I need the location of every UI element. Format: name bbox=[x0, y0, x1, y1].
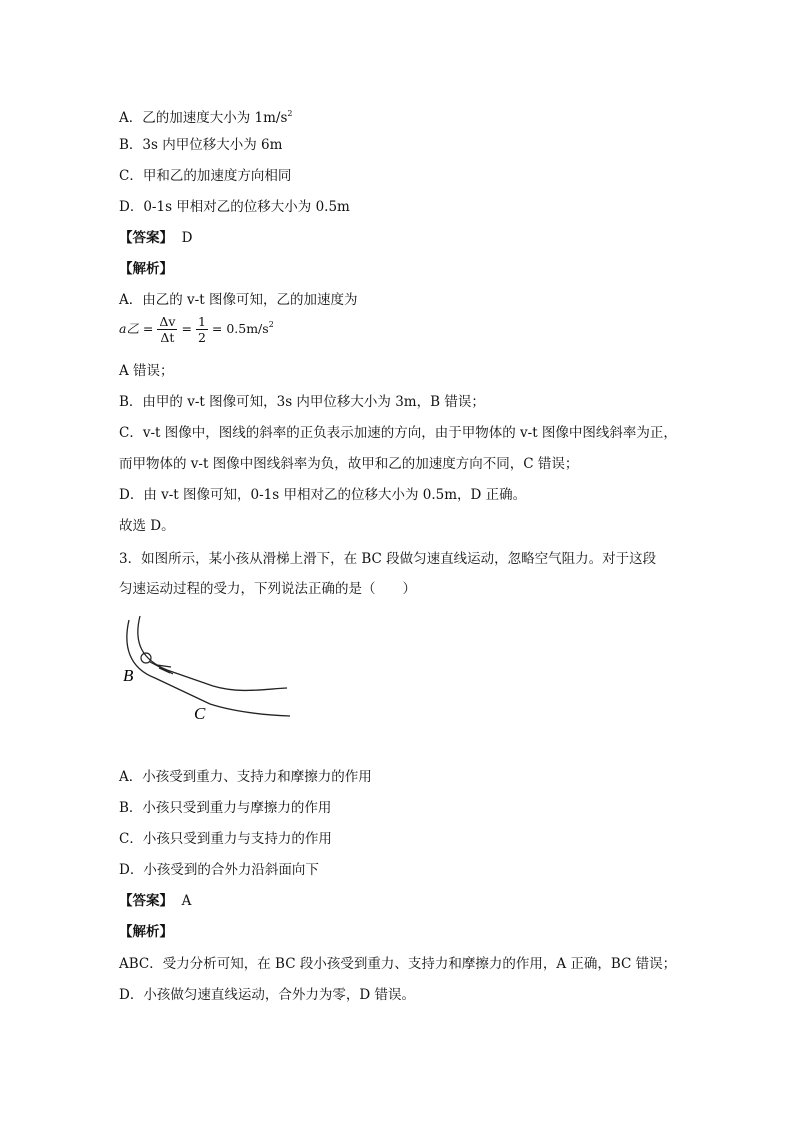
child-head bbox=[141, 653, 151, 663]
q2-option-a-superscript: 2 bbox=[287, 109, 293, 118]
q2-analysis-c-line2: 而甲物体的 v-t 图像中图线斜率为负，故甲和乙的加速度方向不同，C 错误； bbox=[119, 456, 579, 472]
formula-rhs: = 0.5m/s bbox=[211, 321, 269, 336]
label-b: B bbox=[123, 666, 134, 685]
q2-option-b: B．3s 内甲位移大小为 6m bbox=[119, 137, 283, 153]
q3-option-d: D．小孩受到的合外力沿斜面向下 bbox=[119, 862, 319, 878]
q2-answer bbox=[119, 229, 192, 247]
acceleration-formula bbox=[119, 314, 274, 345]
q2-answer-label: 【答案】 bbox=[119, 230, 173, 246]
formula-numerator-2: 1 bbox=[197, 314, 206, 329]
formula-lhs: a乙 = bbox=[119, 321, 154, 336]
formula-fraction-value bbox=[196, 314, 208, 345]
q3-analysis-label: 【解析】 bbox=[119, 924, 173, 940]
q2-option-d: D．0-1s 甲相对乙的位移大小为 0.5m bbox=[119, 199, 350, 215]
q2-option-c: C．甲和乙的加速度方向相同 bbox=[119, 168, 292, 184]
formula-denominator-1: Δt bbox=[160, 330, 175, 345]
q2-conclusion: 故选 D。 bbox=[119, 518, 175, 534]
child-body bbox=[150, 662, 173, 674]
q3-stem-line1: 3．如图所示，某小孩从滑梯上滑下，在 BC 段做匀速直线运动，忽略空气阻力。对于这段 bbox=[119, 551, 657, 567]
q3-option-a: A．小孩受到重力、支持力和摩擦力的作用 bbox=[119, 769, 372, 785]
q3-answer bbox=[119, 892, 191, 910]
q2-analysis-b: B．由甲的 v-t 图像可知，3s 内甲位移大小为 3m，B 错误； bbox=[119, 394, 485, 410]
q3-option-b: B．小孩只受到重力与摩擦力的作用 bbox=[119, 800, 332, 816]
q2-answer-value: D bbox=[181, 230, 193, 246]
q2-option-a bbox=[119, 105, 293, 127]
q3-answer-label: 【答案】 bbox=[119, 893, 173, 909]
q3-analysis-abc: ABC．受力分析可知，在 BC 段小孩受到重力、支持力和摩擦力的作用，A 正确，BC 错误； bbox=[119, 956, 677, 972]
slide-outer-edge bbox=[127, 620, 290, 716]
q3-answer-value: A bbox=[181, 893, 192, 909]
q3-option-c: C．小孩只受到重力与支持力的作用 bbox=[119, 831, 332, 847]
formula-fraction-delta bbox=[157, 314, 177, 345]
q3-analysis-d: D．小孩做匀速直线运动，合外力为零，D 错误。 bbox=[119, 987, 415, 1003]
formula-denominator-2: 2 bbox=[197, 330, 206, 345]
q2-analysis-a-conclusion: A 错误； bbox=[119, 363, 174, 379]
formula-numerator-1: Δv bbox=[159, 314, 176, 329]
formula-equals: = bbox=[181, 321, 192, 336]
formula-rhs-superscript: 2 bbox=[268, 320, 274, 329]
slide-figure bbox=[115, 612, 295, 724]
q2-analysis-c-line1: C．v-t 图像中，图线的斜率的正负表示加速的方向，由于甲物体的 v-t 图像中图线斜率为正， bbox=[119, 425, 677, 441]
slide-inner-edge bbox=[138, 616, 287, 690]
q2-option-a-text: A．乙的加速度大小为 1m/s bbox=[119, 110, 288, 126]
q2-analysis-label: 【解析】 bbox=[119, 261, 173, 277]
q3-stem-line2: 匀速运动过程的受力，下列说法正确的是（ ） bbox=[119, 581, 416, 597]
label-c: C bbox=[194, 704, 206, 723]
q2-analysis-d: D．由 v-t 图像可知，0-1s 甲相对乙的位移大小为 0.5m，D 正确。 bbox=[119, 487, 527, 503]
q2-analysis-a: A．由乙的 v-t 图像可知，乙的加速度为 bbox=[119, 292, 358, 308]
